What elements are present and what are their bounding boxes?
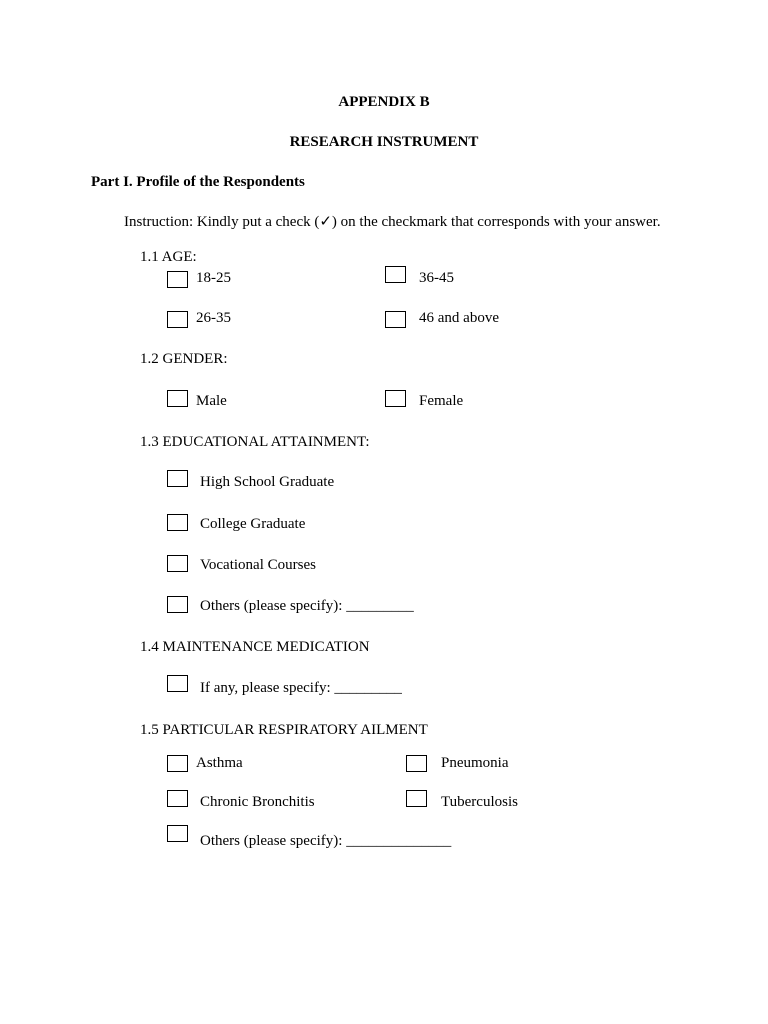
- ailment-tuberculosis-checkbox[interactable]: [406, 790, 427, 807]
- age-46-above-label: 46 and above: [419, 310, 499, 326]
- part-title: Part I. Profile of the Respondents: [91, 174, 305, 190]
- age-26-35-checkbox[interactable]: [167, 311, 188, 328]
- medication-label: 1.4 MAINTENANCE MEDICATION: [140, 639, 370, 655]
- education-highschool-label: High School Graduate: [200, 474, 335, 490]
- education-others-label: Others (please specify): _________: [200, 598, 414, 614]
- education-vocational-label: Vocational Courses: [200, 557, 316, 573]
- ailment-pneumonia-checkbox[interactable]: [406, 755, 427, 772]
- ailment-others-label: Others (please specify): ______________: [200, 833, 452, 849]
- age-26-35-label: 26-35: [196, 310, 231, 326]
- age-36-45-checkbox[interactable]: [385, 266, 406, 283]
- ailment-asthma-label: Asthma: [196, 755, 243, 771]
- gender-female-checkbox[interactable]: [385, 390, 406, 407]
- education-label: 1.3 EDUCATIONAL ATTAINMENT:: [140, 434, 370, 450]
- age-36-45-label: 36-45: [419, 270, 454, 286]
- age-18-25-label: 18-25: [196, 270, 231, 286]
- ailment-bronchitis-label: Chronic Bronchitis: [200, 794, 315, 810]
- appendix-heading: APPENDIX B: [338, 94, 430, 110]
- education-vocational-checkbox[interactable]: [167, 555, 188, 572]
- medication-specify-label: If any, please specify: _________: [200, 680, 402, 696]
- gender-female-label: Female: [419, 393, 464, 409]
- ailment-label: 1.5 PARTICULAR RESPIRATORY AILMENT: [140, 722, 428, 738]
- ailment-asthma-checkbox[interactable]: [167, 755, 188, 772]
- age-46-above-checkbox[interactable]: [385, 311, 406, 328]
- ailment-others-checkbox[interactable]: [167, 825, 188, 842]
- document-title: RESEARCH INSTRUMENT: [289, 134, 479, 150]
- education-others-checkbox[interactable]: [167, 596, 188, 613]
- age-18-25-checkbox[interactable]: [167, 271, 188, 288]
- instruction-text: Instruction: Kindly put a check (✓) on the checkmark that corresponds with your answer.: [124, 214, 661, 230]
- education-college-label: College Graduate: [200, 516, 306, 532]
- ailment-pneumonia-label: Pneumonia: [441, 755, 509, 771]
- gender-male-label: Male: [196, 393, 227, 409]
- ailment-tuberculosis-label: Tuberculosis: [441, 794, 518, 810]
- age-label: 1.1 AGE:: [140, 249, 197, 265]
- education-highschool-checkbox[interactable]: [167, 470, 188, 487]
- education-college-checkbox[interactable]: [167, 514, 188, 531]
- gender-male-checkbox[interactable]: [167, 390, 188, 407]
- medication-checkbox[interactable]: [167, 675, 188, 692]
- ailment-bronchitis-checkbox[interactable]: [167, 790, 188, 807]
- gender-label: 1.2 GENDER:: [140, 351, 228, 367]
